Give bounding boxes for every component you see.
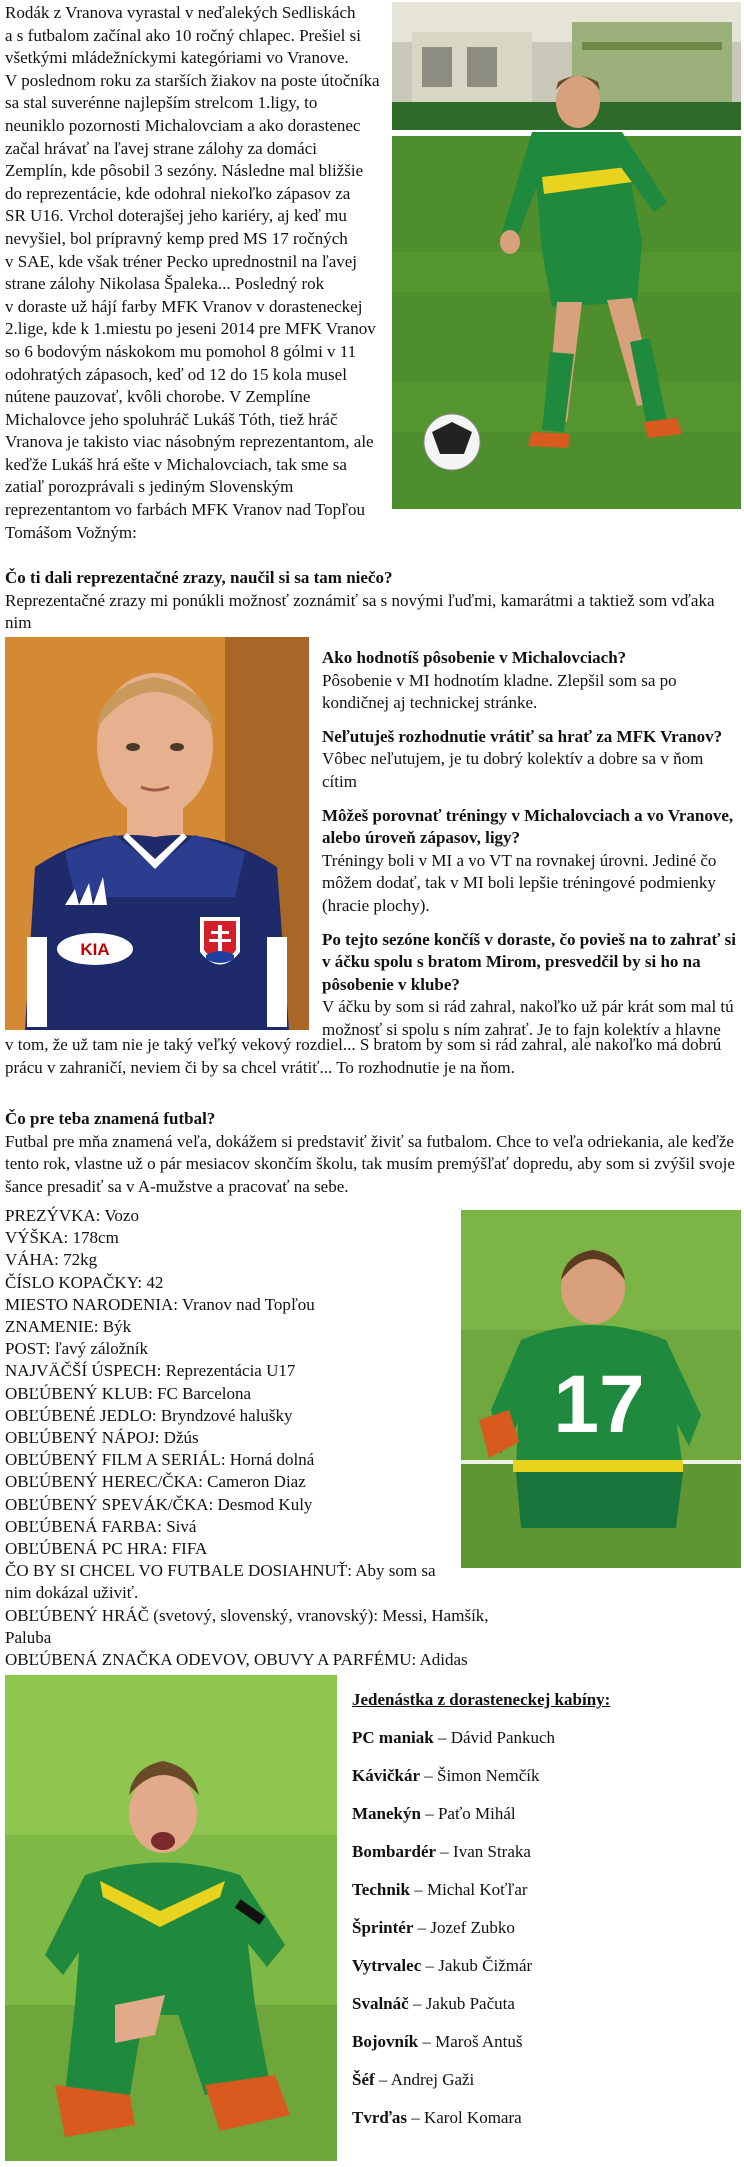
team-member: – Šimon Nemčík <box>420 1766 540 1785</box>
team-role: Bombardér <box>352 1842 437 1861</box>
qa-football-meaning <box>5 1108 741 1198</box>
intro-line: odohratých zápasoch, keď od 12 do 15 kola musel <box>5 364 347 384</box>
team-row-technik <box>352 1880 528 1900</box>
team-member: – Andrej Gaži <box>374 2070 475 2089</box>
intro-line: Zemplín, kde pôsobil 3 sezóny. Následne mal bližšie <box>5 161 364 181</box>
team-role: Kávičkár <box>352 1766 420 1785</box>
intro-line: nevyšiel, bol prípravný kemp pred MS 17 ročných <box>5 228 348 248</box>
injured-player-photo <box>5 1675 337 2161</box>
team-row-tvrdas <box>352 2108 522 2128</box>
intro-line: Michalovce jeho spoluhráč Lukáš Tóth, tiež hráč <box>5 409 338 429</box>
intro-line: SR U16. Vrchol doterajšej jeho kariéry, aj keď mu <box>5 206 347 226</box>
team-row-vytrvalec <box>352 1956 532 1976</box>
qa-trainings <box>322 805 742 918</box>
profile-zodiac: ZNAMENIE: Býk <box>5 1317 132 1337</box>
answer-line: Tréningy boli v MI a vo VT na rovnakej úrovni. Jediné čo <box>322 850 717 870</box>
intro-line: v doraste už hájí farby MFK Vranov v dorasteneckej <box>5 296 363 316</box>
answer-line: Vôbec neľutujem, je tu dobrý kolektív a dobre sa v ňom cítim <box>322 749 704 791</box>
question: Čo ti dali reprezentačné zrazy, naučil si sa tam niečo? <box>5 568 393 587</box>
team-role: Šprintér <box>352 1918 414 1937</box>
intro-line: sa stal suverénne najlepším strelcom 1.ligy, to <box>5 93 318 113</box>
profile-position: POST: ľavý záložník <box>5 1339 148 1359</box>
profile-favorite-actor: OBĽÚBENÝ HEREC/ČKA: Cameron Diaz <box>5 1472 306 1492</box>
answer-line: (hracie plochy). <box>322 895 430 915</box>
answer-line: tento rok, vlastne už o pár mesiacov skončím školu, tak musím premýšľať dopredu, aby som si zvýšil svoje <box>5 1154 735 1174</box>
intro-article <box>5 2 385 544</box>
intro-line: v SAE, kde však tréner Pecko uprednostnil na ľavej <box>5 251 358 271</box>
profile-favorite-game: OBĽÚBENÁ PC HRA: FIFA <box>5 1539 208 1559</box>
intro-line: Rodák z Vranova vyrastal v neďalekých Sedliskách <box>5 3 356 22</box>
profile-biggest-success: NAJVÄČŠÍ ÚSPECH: Reprezentácia U17 <box>5 1361 296 1381</box>
jersey-number: 17 <box>553 1359 645 1450</box>
team-row-bombarder <box>352 1842 531 1862</box>
intro-line: V poslednom roku za starších žiakov na poste útočníka <box>5 70 380 90</box>
team-row-bojovnik <box>352 2032 523 2052</box>
answer-line: Pôsobenie v MI hodnotím kladne. Zlepšil som sa po <box>322 670 677 690</box>
team-member: – Paťo Mihál <box>420 1804 516 1823</box>
intro-line: strane zálohy Nikolasa Špaleka... Posledný rok <box>5 274 325 294</box>
question: Ako hodnotíš pôsobenie v Michalovciach? <box>322 648 627 667</box>
answer-line: možnosť si spolu s ním zahrať. Je to fajn kolektív a hlavne <box>322 1019 721 1039</box>
intro-line: so 6 bodovým náskokom mu pomohol 8 gólmi v 11 <box>5 341 357 361</box>
team-role: Technik <box>352 1880 410 1899</box>
profile-shoe-size: ČÍSLO KOPAČKY: 42 <box>5 1272 164 1292</box>
team-member: – Jozef Zubko <box>413 1918 515 1937</box>
team-row-manekyn <box>352 1804 516 1824</box>
team-nicknames <box>352 1690 742 2160</box>
intro-line: a s futbalom začínal ako 10 ročný chlapec. Prešiel si <box>5 25 361 45</box>
team-role: Manekýn <box>352 1804 421 1823</box>
team-row-sef <box>352 2070 474 2090</box>
profile-favorite-drink: OBĽÚBENÝ NÁPOJ: Džús <box>5 1428 199 1448</box>
team-role: Svalnáč <box>352 1994 409 2013</box>
profile-weight: VÁHA: 72kg <box>5 1250 98 1270</box>
answer-line: prácu v zahraničí, neviem či by sa chcel vrátiť... To rozhodnutie je na ňom. <box>5 1057 515 1077</box>
profile-favorite-food: OBĽÚBENÉ JEDLO: Bryndzové halušky <box>5 1405 293 1425</box>
question: alebo úroveň zápasov, ligy? <box>322 828 521 848</box>
team-member: – Jakub Pačuta <box>408 1994 515 2013</box>
player-dribbling-photo <box>392 2 741 509</box>
intro-line: reprezentantom vo farbách MFK Vranov nad Topľou <box>5 500 366 520</box>
team-member: – Michal Koťľar <box>409 1880 528 1899</box>
intro-line: všetkými mládežníckymi kategóriami vo Vranove. <box>5 48 349 68</box>
question: Neľutuješ rozhodnutie vrátiť sa hrať za MFK Vranov? <box>322 726 723 746</box>
profile-birthplace: MIESTO NARODENIA: Vranov nad Topľou <box>5 1294 315 1314</box>
team-member: – Ivan Straka <box>436 1842 531 1861</box>
team-row-svalnac <box>352 1994 515 2014</box>
team-role: Vytrvalec <box>352 1956 422 1975</box>
answer-line: môžem dodať, tak v MI boli lepšie tréningové podmienky <box>322 873 716 893</box>
intro-line: Tomášom Vožným: <box>5 522 137 542</box>
team-role: PC maniak <box>352 1728 434 1747</box>
question: Čo pre teba znamená futbal? <box>5 1109 216 1128</box>
profile-nickname: PREZÝVKA: Vozo <box>5 1206 139 1225</box>
team-role: Tvrďas <box>352 2108 407 2127</box>
qa-return-vranov <box>322 726 742 794</box>
team-role: Šéf <box>352 2070 375 2089</box>
team-row-kavickar <box>352 1766 539 1786</box>
profile-goal-cont: nim dokázal uživiť. <box>5 1583 139 1603</box>
question: v áčku spolu s bratom Mirom, presvedčil by si ho na <box>322 952 701 972</box>
question: Po tejto sezóne končíš v doraste, čo povieš na to zahrať si <box>322 929 736 949</box>
team-heading: Jedenástka z dorasteneckej kabíny: <box>352 1690 611 1709</box>
intro-line: neuniklo pozornosti Michalovciam a ako dorastenec <box>5 115 361 135</box>
answer-line: V áčku by som si rád zahral, nakoľko už pár krát som mal tú <box>322 997 734 1017</box>
profile-favorite-singer: OBĽÚBENÝ SPEVÁK/ČKA: Desmod Kuly <box>5 1494 313 1514</box>
qa-brother-continued <box>5 1034 741 1079</box>
intro-line: začal hrávať na ľavej strane zálohy za domáci <box>5 138 317 158</box>
intro-line: do reprezentácie, kde odohral niekoľko zápasov za <box>5 183 351 203</box>
qa-side-column <box>322 647 742 1042</box>
team-row-pc-maniak <box>352 1728 555 1748</box>
team-member: – Dávid Pankuch <box>433 1728 556 1747</box>
question: Môžeš porovnať tréningy v Michalovciach a vo Vranove, <box>322 805 734 825</box>
intro-line: keďže Lukáš hrá ešte v Michalovciach, tak sme sa <box>5 454 347 474</box>
answer-line: v tom, že už tam nie je taký veľký vekový rozdiel... S bratom by som si rád zahral, ale nakoľko má dobrú <box>5 1035 722 1054</box>
answer-line: kondičnej aj technickej stránke. <box>322 693 538 713</box>
kia-logo: KIA <box>80 940 110 959</box>
answer-line: Reprezentačné zrazy mi ponúkli možnosť zoznámiť sa s novými ľuďmi, kamarátmi a taktiež som vďaka nim <box>5 590 715 633</box>
player-profile <box>5 1205 525 1671</box>
profile-favorite-film: OBĽÚBENÝ FILM A SERIÁL: Horná dolná <box>5 1450 315 1470</box>
player-number-17-photo <box>461 1210 741 1568</box>
profile-height: VÝŠKA: 178cm <box>5 1228 119 1248</box>
qa-brother <box>322 929 742 1042</box>
team-member: – Karol Komara <box>406 2108 522 2127</box>
profile-favorite-player: OBĽÚBENÝ HRÁČ (svetový, slovenský, vranovský): Messi, Hamšík, Paluba <box>5 1605 489 1647</box>
team-role: Bojovník <box>352 2032 419 2051</box>
player-portrait-photo <box>5 637 309 1030</box>
intro-line: Vranova je takisto viac násobným reprezentantom, ale <box>5 432 374 452</box>
intro-line: nútene pauzovať, kvôli chorobe. V Zemplíne <box>5 387 311 407</box>
team-member: – Maroš Antuš <box>418 2032 523 2051</box>
profile-favorite-club: OBĽÚBENÝ KLUB: FC Barcelona <box>5 1383 252 1403</box>
intro-line: zatiaľ porozprávali s jediným Slovenským <box>5 477 294 497</box>
profile-favorite-color: OBĽÚBENÁ FARBA: Sivá <box>5 1516 197 1536</box>
team-row-sprinter <box>352 1918 515 1938</box>
qa-michalovce <box>322 647 742 715</box>
profile-goal: ČO BY SI CHCEL VO FUTBALE DOSIAHNUŤ: Aby som sa <box>5 1561 436 1581</box>
answer-line: šance presadiť sa v A-mužstve a pracovať na sebe. <box>5 1176 349 1196</box>
profile-favorite-brand: OBĽÚBENÁ ZNAČKA ODEVOV, OBUVY A PARFÉMU: Adidas <box>5 1650 468 1670</box>
intro-line: 2.lige, kde k 1.miestu po jeseni 2014 pre MFK Vranov <box>5 319 376 339</box>
answer-line: Futbal pre mňa znamená veľa, dokážem si predstaviť živiť sa futbalom. Chce to veľa odriekania, ale keďže <box>5 1131 734 1151</box>
team-member: – Jakub Čižmár <box>421 1956 533 1975</box>
question: pôsobenie v klube? <box>322 974 460 994</box>
